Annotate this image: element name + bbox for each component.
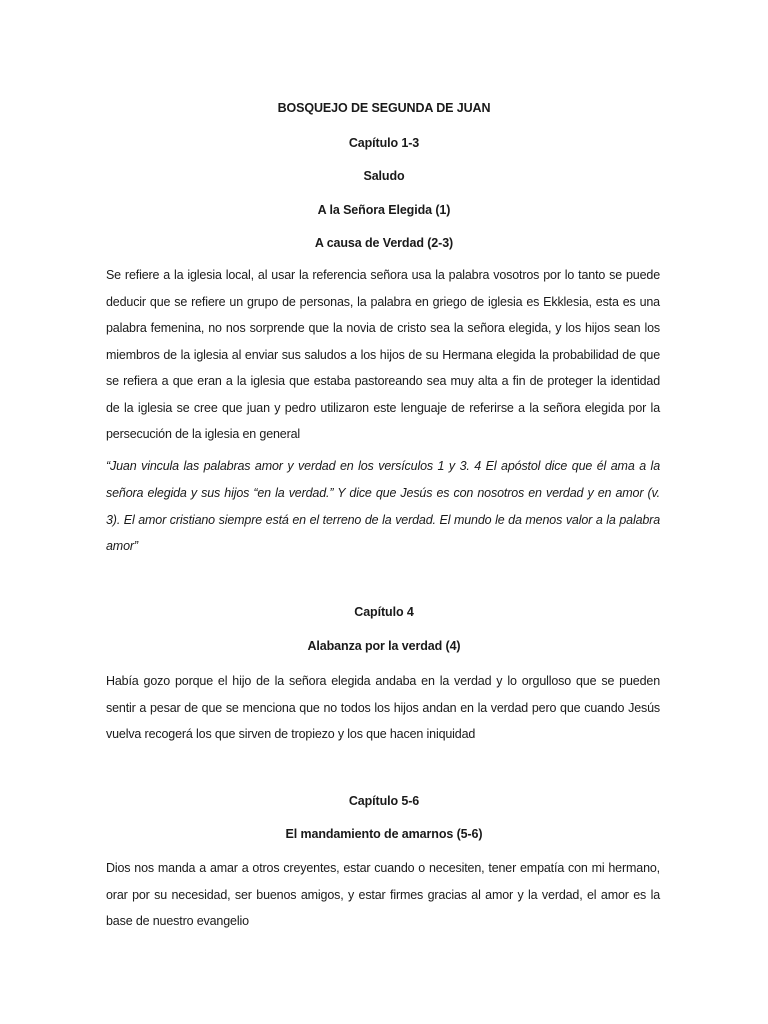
paragraph-iglesia-local: Se refiere a la iglesia local, al usar la referencia señora usa la palabra vosotros por lo tanto se puede deducir que se refiere un grupo de personas, la palabra en griego de iglesia es Ekklesia, esta es una palabra femenina, no nos sorprende que la novia de cristo sea la señora elegida, y los hijos sean los miembros de la iglesia al enviar sus saludos a los hijos de su Hermana elegida la probabilidad de que se refiera a que eran a la iglesia que estaba pastoreando sea muy alta a fin de proteger la identidad de la iglesia se cree que juan y pedro utilizaron este lenguaje de referirse a la señora elegida por la persecución de la iglesia en general [106, 268, 660, 441]
document-title: BOSQUEJO DE SEGUNDA DE JUAN [277, 101, 491, 115]
paragraph-amar-a-otros: Dios nos manda a amar a otros creyentes, estar cuando o necesiten, tener empatía con mi hermano, orar por su necesidad, ser buenos amigos, y estar firmes gracias al amor y la verdad, el amor es la base de nuestro evangelio [106, 861, 660, 928]
chapter-heading-5-6: Capítulo 5-6 [348, 794, 420, 808]
heading-alabanza-por-la-verdad: Alabanza por la verdad (4) [307, 639, 461, 653]
paragraph-gozo: Había gozo porque el hijo de la señora elegida andaba en la verdad y lo orgulloso que se pueden sentir a pesar de que se menciona que no todos los hijos andan en la verdad pero que cuando Jesús vuelva recogerá los que sirven de tropiezo y los que hacen iniquidad [106, 674, 660, 741]
heading-mandamiento-de-amarnos: El mandamiento de amarnos (5-6) [285, 827, 483, 841]
heading-saludo: Saludo [363, 169, 405, 183]
chapter-heading-4: Capítulo 4 [354, 605, 414, 619]
quote-amor-y-verdad: “Juan vincula las palabras amor y verdad en los versículos 1 y 3. 4 El apóstol dice que él ama a la señora elegida y sus hijos “en la verdad.” Y dice que Jesús es con nosotros en verdad y en amor (v. 3). El amor cristiano siempre está en el terreno de la verdad. El mundo le da menos valor a la palabra amor” [106, 459, 660, 554]
chapter-heading-1-3: Capítulo 1-3 [348, 136, 420, 150]
heading-senora-elegida: A la Señora Elegida (1) [317, 203, 451, 217]
heading-causa-de-verdad: A causa de Verdad (2-3) [314, 236, 454, 250]
